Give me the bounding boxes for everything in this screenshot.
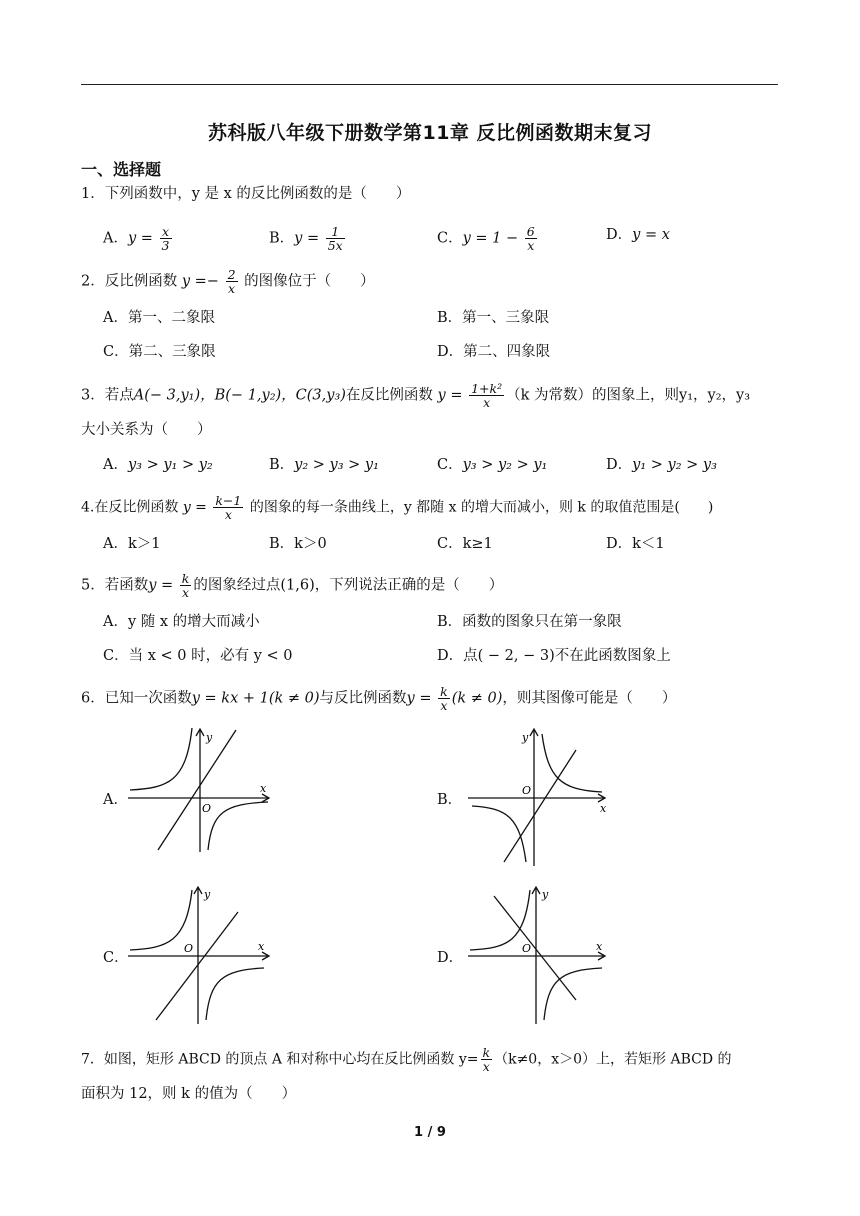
q5-option-c[interactable]: C．当 x < 0 时，必有 y < 0 [103,648,293,664]
linear-line [158,730,236,850]
q1-option-b[interactable]: B．y = $\frac{1}{5x}$ [269,224,343,253]
q6-graph-b[interactable] [464,726,612,866]
q6-stem: 6．已知一次函数y = kx + 1(k ≠ 0)与反比例函数y = $\frac{k}{x}$ (k ≠ 0)，则其图像可能是（ ） [81,684,677,713]
q3-option-c[interactable]: C．y₃ > y₂ > y₁ [437,457,548,473]
hyperbola-branch-upper [130,890,192,950]
origin-label: O [184,942,194,955]
q3-fraction: $\frac{\text{1+k²}}{x}$ [471,381,503,410]
q2-option-b[interactable]: B．第一、三象限 [437,310,550,326]
q2-option-d[interactable]: D．第二、四象限 [437,344,551,360]
origin-label: O [522,942,532,955]
q4-option-d[interactable]: D．k＜1 [606,536,665,552]
q1-option-d[interactable]: D．y = x [606,227,670,243]
section-heading: 一、选择题 [81,160,162,179]
q1-option-c[interactable]: C．y = 1 − $\frac{6}{x}$ [437,224,535,253]
q7-fraction: $\frac{k}{x}$ [482,1045,491,1074]
q2-option-c[interactable]: C．第二、三象限 [103,344,216,360]
x-label: x [600,802,607,815]
q2-fraction: $\frac{2}{x}$ [227,267,236,296]
q3-stem-line2: 大小关系为（ ） [81,422,212,438]
y-label: y [206,731,213,744]
q5-option-a[interactable]: A．y 随 x 的增大而减小 [103,614,260,630]
hyperbola-branch-lower [472,806,526,862]
q3-stem-line1: 3．若点A(− 3,y₁)，B(− 1,y₂)，C(3,y₃)在反比例函数 y = $\frac{\text{1+k²}}{x}$ （k 为常数）的图象上，则y₁，y₂，y₃ [81,381,751,410]
hyperbola-branch-lower [544,968,602,1020]
hyperbola-branch-lower [208,802,268,850]
q2-stem: 2．反比例函数 y =− $\frac{2}{x}$ 的图像位于（ ） [81,267,375,296]
x-label: x [596,940,603,953]
y-label: y [542,888,549,901]
q6-fraction: $\frac{k}{x}$ [440,684,448,713]
q4-option-a[interactable]: A．k＞1 [103,536,161,552]
q6-option-a-label[interactable]: A． [103,792,128,808]
q6-graph-a[interactable] [128,726,276,852]
linear-line [156,912,238,1020]
header-rule [81,84,778,85]
q6-graph-d[interactable] [464,884,612,1024]
q4-stem: 4.在反比例函数 y = $\frac{k-1}{x}$ 的图象的每一条曲线上，y 都随 x 的增大而减小，则 k 的取值范围是( ) [81,493,714,522]
y-label: y [522,731,529,744]
q5-stem: 5．若函数y = $\frac{k}{x}$ 的图象经过点(1,6)，下列说法正确的是（ ） [81,571,504,600]
x-label: x [260,782,267,795]
q7-stem-line1: 7．如图，矩形 ABCD 的顶点 A 和对称中心均在反比例函数 y= $\frac{k}{x}$ （k≠0，x＞0）上，若矩形 ABCD 的 [81,1045,732,1074]
q6-graph-c[interactable] [128,884,276,1024]
hyperbola-branch-upper [542,734,602,792]
q6-option-d-label[interactable]: D． [437,950,464,966]
q2-option-a[interactable]: A．第一、二象限 [103,310,215,326]
y-label: y [204,888,211,901]
q3-option-a[interactable]: A．y₃ > y₁ > y₂ [103,457,213,473]
q1-stem: 1．下列函数中，y 是 x 的反比例函数的是（ ） [81,186,411,202]
q4-option-c[interactable]: C．k≥1 [437,536,493,552]
page-title: 苏科版八年级下册数学第11章 反比例函数期末复习 [207,122,653,144]
q4-fraction: $\frac{k-1}{x}$ [215,493,242,522]
linear-line [504,750,576,862]
q7-stem-line2: 面积为 12，则 k 的值为（ ） [81,1086,297,1102]
q3-option-b[interactable]: B．y₂ > y₃ > y₁ [269,457,379,473]
q1-c-fraction: $\frac{6}{x}$ [526,224,535,253]
hyperbola-branch-upper [130,728,192,790]
x-label: x [258,940,265,953]
linear-line [494,896,576,1000]
q1-a-fraction: $\frac{x}{3}$ [161,224,170,253]
origin-label: O [522,784,532,797]
q6-option-b-label[interactable]: B． [437,792,463,808]
q6-option-c-label[interactable]: C． [103,950,129,966]
q1-b-fraction: $\frac{1}{5x}$ [327,224,343,253]
hyperbola-branch-upper [470,890,530,950]
q4-option-b[interactable]: B．k＞0 [269,536,327,552]
q3-option-d[interactable]: D．y₁ > y₂ > y₃ [606,457,717,473]
q5-option-b[interactable]: B．函数的图象只在第一象限 [437,614,622,630]
q5-option-d[interactable]: D．点( − 2, − 3)不在此函数图象上 [437,648,671,664]
page-number: 1 / 9 [414,1125,446,1140]
q1-option-a[interactable]: A．y = $\frac{x}{3}$ [103,224,170,253]
q5-fraction: $\frac{k}{x}$ [181,571,190,600]
hyperbola-branch-lower [206,968,264,1020]
origin-label: O [202,802,212,815]
